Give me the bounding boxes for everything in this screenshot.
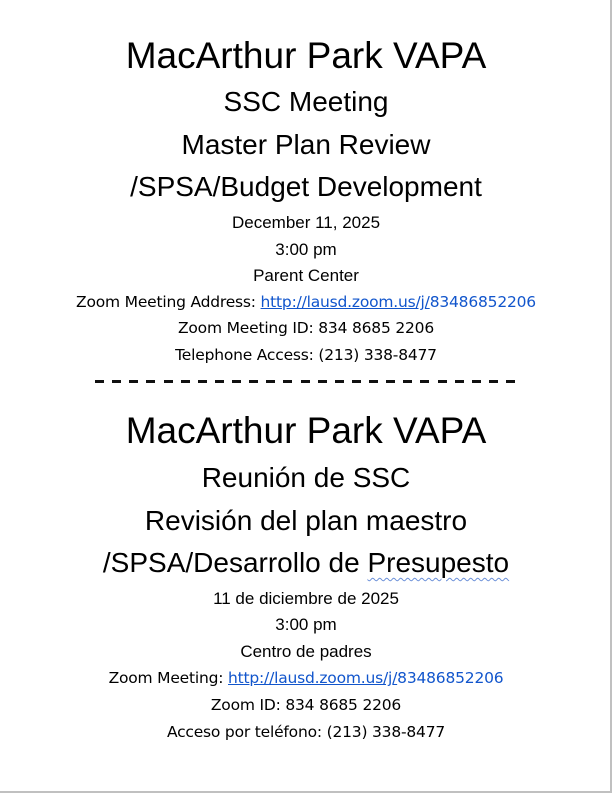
divider-dash xyxy=(472,380,481,383)
english-zoom-link-url[interactable]: http://lausd.zoom.us/j/ xyxy=(260,293,430,311)
spanish-topic-line-1: Revisión del plan maestro xyxy=(144,505,468,536)
english-topic-line-2: /SPSA/Budget Development xyxy=(130,171,482,202)
english-zoom-link-id[interactable]: 83486852206 xyxy=(429,293,536,311)
divider-dash xyxy=(164,380,173,383)
divider-dash xyxy=(318,380,327,383)
divider-dash xyxy=(455,380,464,383)
divider-dash xyxy=(215,380,224,383)
divider-dash xyxy=(301,380,310,383)
english-zoom-id: Zoom Meeting ID: 834 8685 2206 xyxy=(177,319,435,337)
english-topic-line-1: Master Plan Review xyxy=(181,129,431,160)
divider-dash xyxy=(420,380,429,383)
divider-dash xyxy=(352,380,361,383)
spanish-title: MacArthur Park VAPA xyxy=(125,410,487,451)
divider-dash xyxy=(232,380,241,383)
spanish-zoom-link[interactable] xyxy=(228,669,503,687)
divider-dash xyxy=(403,380,412,383)
spanish-date: 11 de diciembre de 2025 xyxy=(213,589,399,608)
divider-dash xyxy=(95,380,104,383)
spanish-zoom-link-url[interactable]: http://lausd.zoom.us/j/ xyxy=(228,669,398,687)
english-telephone: Telephone Access: (213) 338-8477 xyxy=(175,346,437,364)
english-date: December 11, 2025 xyxy=(231,213,381,232)
divider-dash xyxy=(181,380,190,383)
spanish-location: Centro de padres xyxy=(240,642,372,661)
divider-dash xyxy=(489,380,498,383)
spanish-telephone: Acceso por teléfono: (213) 338-8477 xyxy=(166,723,446,741)
divider-dash xyxy=(146,380,155,383)
divider-dash xyxy=(198,380,207,383)
english-zoom-address-label: Zoom Meeting Address: xyxy=(76,293,261,311)
english-location: Parent Center xyxy=(253,266,359,285)
spanish-zoom-address xyxy=(0,668,612,688)
spanish-zoom-address-label: Zoom Meeting: xyxy=(108,669,229,687)
divider-dash xyxy=(129,380,138,383)
english-zoom-link[interactable] xyxy=(261,293,536,311)
english-time: 3:00 pm xyxy=(275,240,337,259)
divider-dash xyxy=(249,380,258,383)
spanish-subtitle: Reunión de SSC xyxy=(201,462,411,493)
divider-dash xyxy=(112,380,121,383)
divider-dash xyxy=(438,380,447,383)
spellcheck-flagged-word[interactable]: Presupesto xyxy=(367,547,510,578)
spanish-zoom-id: Zoom ID: 834 8685 2206 xyxy=(210,696,402,714)
divider-dash xyxy=(506,380,515,383)
divider-dash xyxy=(335,380,344,383)
divider-dash xyxy=(369,380,378,383)
divider-dash xyxy=(266,380,275,383)
english-title: MacArthur Park VAPA xyxy=(125,35,487,76)
english-subtitle: SSC Meeting xyxy=(223,86,389,117)
spanish-time: 3:00 pm xyxy=(275,615,337,634)
english-zoom-address xyxy=(0,292,612,312)
divider-dash xyxy=(386,380,395,383)
spanish-zoom-link-id[interactable]: 83486852206 xyxy=(397,669,504,687)
spanish-topic-line-2-prefix: /SPSA/Desarrollo de xyxy=(102,547,368,578)
divider-dash xyxy=(283,380,292,383)
spanish-topic-line-2 xyxy=(0,547,612,579)
section-divider xyxy=(95,376,515,386)
